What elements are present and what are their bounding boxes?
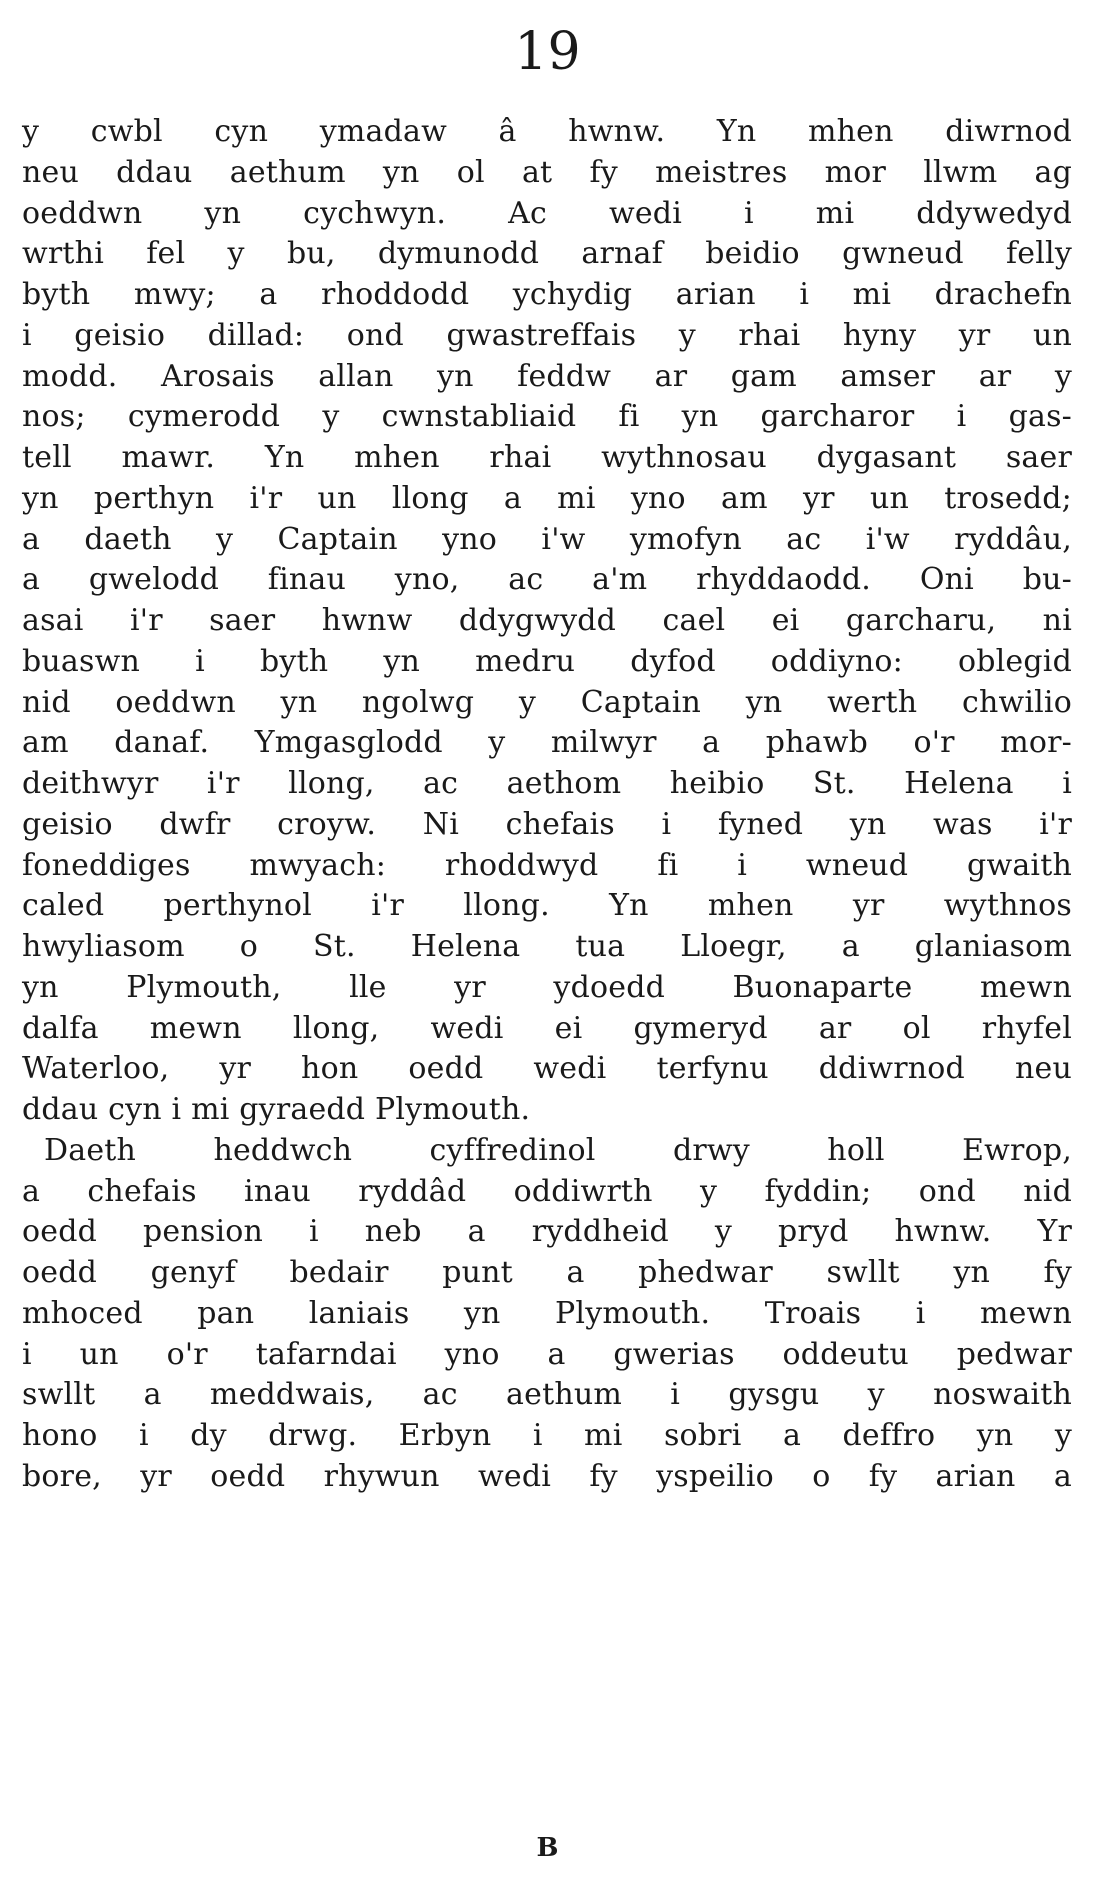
text-line: i un o'r tafarndai yno a gwerias oddeutu pedwar	[22, 1336, 1072, 1372]
text-line: deithwyr i'r llong, ac aethom heibio St. Helena i	[22, 766, 1072, 801]
text-line: yn Plymouth, lle yr ydoedd Buonaparte mewn	[22, 969, 1072, 1005]
text-line: swllt a meddwais, ac aethum i gysgu y noswaith	[22, 1377, 1072, 1413]
text-line: Waterloo, yr hon oedd wedi terfynu ddiwrnod neu	[22, 1051, 1072, 1087]
text-line: nid oeddwn yn ngolwg y Captain yn werth chwilio	[22, 684, 1072, 720]
text-line: neu ddau aethum yn ol at fy meistres mor llwm ag	[22, 154, 1072, 190]
text-line: a daeth y Captain yno i'w ymofyn ac i'w ryddâu,	[22, 521, 1072, 557]
page-number: 19	[514, 22, 581, 82]
text-line: a chefais inau ryddâd oddiwrth y fyddin; ond nid	[22, 1173, 1072, 1209]
text-line: am danaf. Ymgasglodd y milwyr a phawb o'r mor-	[22, 725, 1072, 761]
text-line: oedd pension i neb a ryddheid y pryd hwnw. Yr	[22, 1214, 1072, 1250]
text-line: mhoced pan laniais yn Plymouth. Troais i mewn	[22, 1295, 1072, 1331]
text-line: Daeth heddwch cyffredinol drwy holl Ewrop,	[44, 1132, 1072, 1168]
text-line: byth mwy; a rhoddodd ychydig arian i mi drachefn	[22, 277, 1072, 312]
signature-mark: B	[536, 1833, 559, 1863]
text-line: oedd genyf bedair punt a phedwar swllt yn fy	[22, 1255, 1072, 1290]
text-line: y cwbl cyn ymadaw â hwnw. Yn mhen diwrnod	[22, 114, 1072, 149]
text-line: tell mawr. Yn mhen rhai wythnosau dygasant saer	[22, 440, 1072, 475]
text-line: hwyliasom o St. Helena tua Lloegr, a glaniasom	[22, 929, 1072, 964]
text-line: bore, yr oedd rhywun wedi fy yspeilio o fy arian a	[22, 1458, 1072, 1494]
text-line: dalfa mewn llong, wedi ei gymeryd ar ol rhyfel	[22, 1010, 1072, 1046]
text-line: asai i'r saer hwnw ddygwydd cael ei garcharu, ni	[22, 603, 1072, 638]
text-line: foneddiges mwyach: rhoddwyd fi i wneud gwaith	[22, 847, 1072, 883]
text-line: nos; cymerodd y cwnstabliaid fi yn garcharor i gas-	[22, 399, 1072, 435]
body-text	[22, 112, 1072, 1498]
text-line: modd. Arosais allan yn feddw ar gam amser ar y	[22, 358, 1072, 394]
text-line: oeddwn yn cychwyn. Ac wedi i mi ddywedyd	[22, 195, 1072, 231]
text-line: yn perthyn i'r un llong a mi yno am yr un trosedd;	[22, 480, 1072, 516]
text-line: ddau cyn i mi gyraedd Plymouth.	[22, 1092, 531, 1127]
text-line: a gwelodd finau yno, ac a'm rhyddaodd. Oni bu-	[22, 562, 1072, 598]
text-line: wrthi fel y bu, dymunodd arnaf beidio gwneud felly	[22, 236, 1072, 272]
text-line: i geisio dillad: ond gwastreffais y rhai hyny yr un	[22, 317, 1072, 353]
text-line: buaswn i byth yn medru dyfod oddiyno: oblegid	[22, 643, 1072, 679]
text-line: hono i dy drwg. Erbyn i mi sobri a deffro yn y	[22, 1418, 1072, 1453]
text-line: geisio dwfr croyw. Ni chefais i fyned yn was i'r	[22, 806, 1072, 842]
text-line: caled perthynol i'r llong. Yn mhen yr wythnos	[22, 888, 1072, 924]
